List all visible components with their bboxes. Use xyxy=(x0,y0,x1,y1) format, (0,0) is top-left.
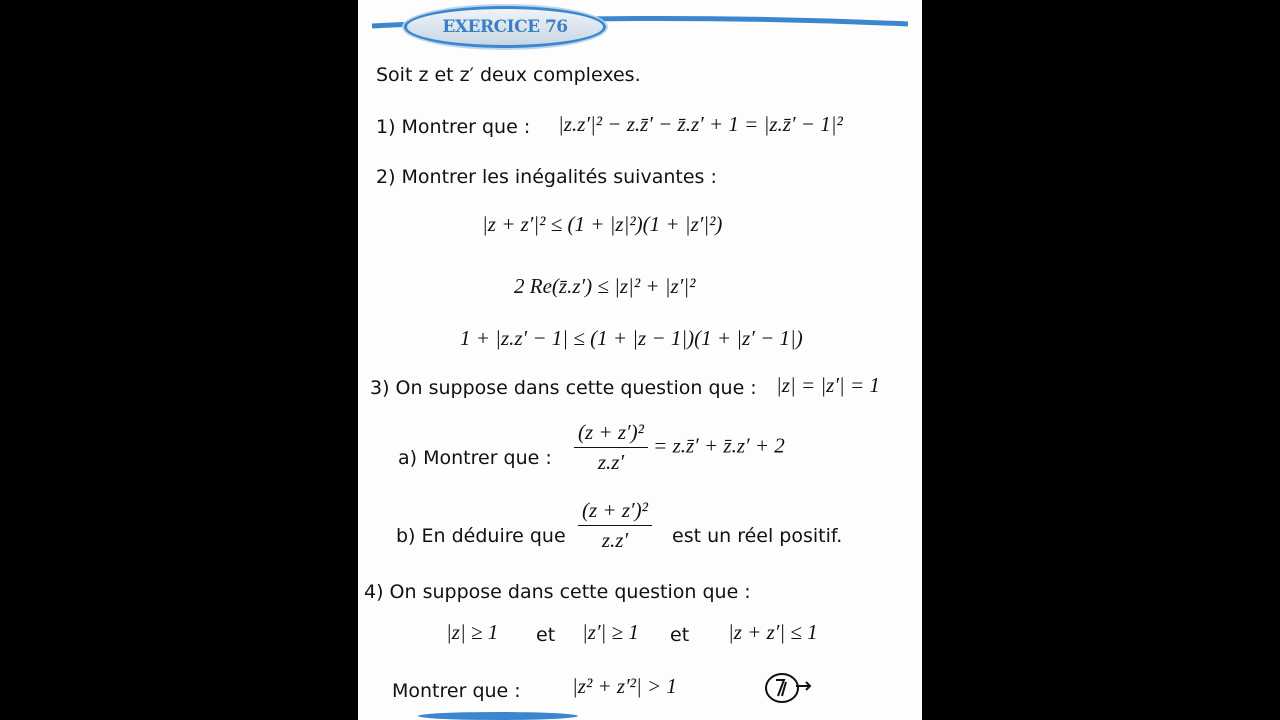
exercise-title: EXERCICE 76 xyxy=(442,17,568,37)
q2-inequality-2: 2 Re(z̄.z′) ≤ |z|² + |z′|² xyxy=(514,274,696,298)
q3b-numerator: (z + z′)² xyxy=(578,498,652,526)
q4-label: 4) On suppose dans cette question que : xyxy=(364,581,751,603)
handwritten-mark-icon xyxy=(760,666,820,706)
q4-et-1: et xyxy=(536,624,556,646)
q3a-rhs: = z.z̄′ + z̄.z′ + 2 xyxy=(653,433,785,458)
exercise-badge xyxy=(404,6,606,48)
q4-final-label: Montrer que : xyxy=(392,680,521,702)
q4-final-formula: |z² + z′²| > 1 xyxy=(572,674,677,698)
worksheet-page xyxy=(358,0,922,720)
q3b-denominator: z.z′ xyxy=(601,528,629,552)
q1-label: 1) Montrer que : xyxy=(376,116,531,138)
q3a-formula xyxy=(574,420,785,475)
q3b-tail: est un réel positif. xyxy=(672,525,843,547)
q3b-label: b) En déduire que xyxy=(396,525,566,547)
q4-condition-3: |z + z′| ≤ 1 xyxy=(728,620,818,644)
q2-inequality-1: |z + z′|² ≤ (1 + |z|²)(1 + |z′|²) xyxy=(482,212,723,236)
q4-et-2: et xyxy=(670,624,690,646)
q2-label: 2) Montrer les inégalités suivantes : xyxy=(376,166,717,188)
q3b-formula xyxy=(578,498,652,553)
q1-formula: |z.z′|² − z.z̄′ − z̄.z′ + 1 = |z.z̄′ − 1|² xyxy=(558,112,843,136)
q3-label: 3) On suppose dans cette question que : xyxy=(370,377,757,399)
q3a-denominator: z.z′ xyxy=(597,450,625,474)
footer-accent-line xyxy=(418,712,578,720)
intro-text: Soit z et z′ deux complexes. xyxy=(376,64,641,86)
q3-condition: |z| = |z′| = 1 xyxy=(776,373,880,397)
q2-inequality-3: 1 + |z.z′ − 1| ≤ (1 + |z − 1|)(1 + |z′ − 1|) xyxy=(460,326,803,350)
q4-condition-1: |z| ≥ 1 xyxy=(446,620,499,644)
q3a-numerator: (z + z′)² xyxy=(574,420,648,448)
q3b-fraction xyxy=(578,498,652,553)
q4-condition-2: |z′| ≥ 1 xyxy=(582,620,639,644)
q3a-fraction xyxy=(574,420,648,475)
q3a-label: a) Montrer que : xyxy=(398,447,552,469)
